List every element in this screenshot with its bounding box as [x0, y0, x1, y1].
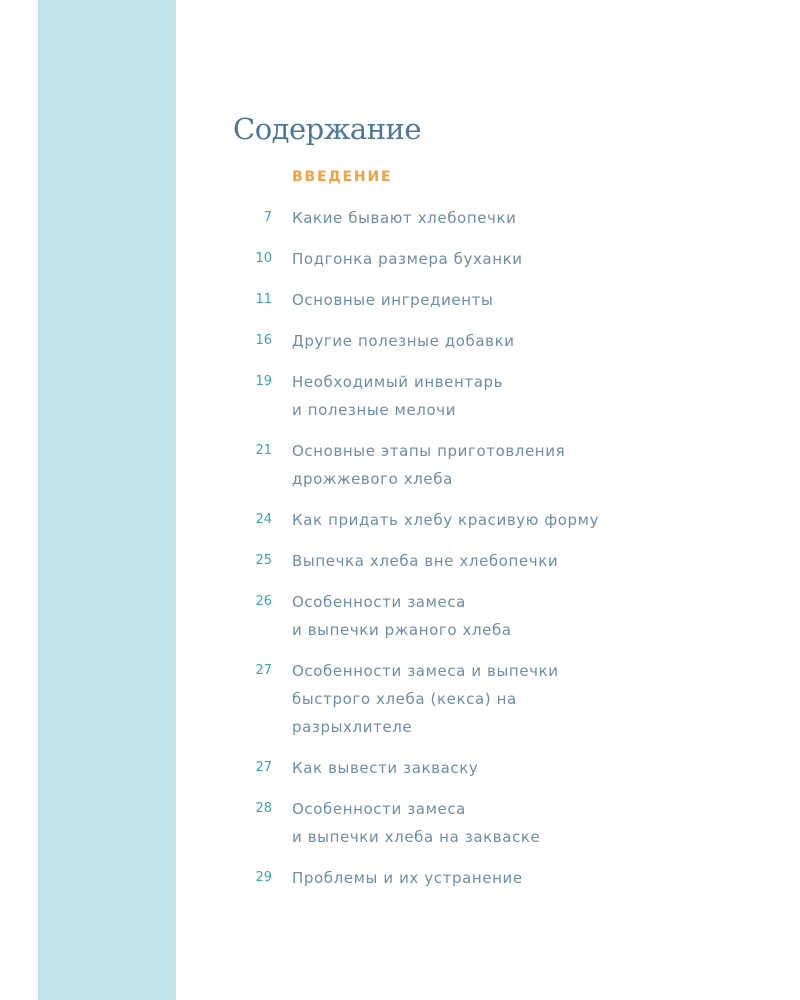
toc-entry-line: Особенности замеса [292, 800, 466, 818]
toc-entry-title [292, 286, 732, 314]
toc-entry-title [292, 657, 732, 741]
toc-page-number: 10 [255, 251, 272, 266]
toc-page-number: 16 [255, 333, 272, 348]
toc-entry[interactable] [230, 245, 750, 273]
toc-page-number: 26 [255, 594, 272, 609]
toc-entry-title [292, 864, 732, 892]
side-color-band [38, 0, 176, 1000]
toc-page-number: 29 [255, 870, 272, 885]
toc-entry[interactable] [230, 506, 750, 534]
toc-entry-line: Выпечка хлеба вне хлебопечки [292, 552, 559, 570]
toc-entry[interactable] [230, 368, 750, 424]
toc-entry-line: Подгонка размера буханки [292, 250, 523, 268]
toc-entry[interactable] [230, 437, 750, 493]
toc-entry-line: Как придать хлебу красивую форму [292, 511, 600, 529]
toc-entry-line: дрожжевого хлеба [292, 470, 453, 488]
toc-page-number: 11 [255, 292, 272, 307]
toc-entry-line: Необходимый инвентарь [292, 373, 504, 391]
toc-entry-line: и полезные мелочи [292, 401, 457, 419]
toc-entry-title [292, 368, 732, 424]
toc-entry[interactable] [230, 327, 750, 355]
toc-entry[interactable] [230, 547, 750, 575]
toc-entry-line: и выпечки ржаного хлеба [292, 621, 512, 639]
toc-entry-line: Проблемы и их устранение [292, 869, 523, 887]
toc-entry-line: Основные этапы приготовления [292, 442, 566, 460]
toc-entry-line: Основные ингредиенты [292, 291, 494, 309]
toc-entry-line: Особенности замеса [292, 593, 466, 611]
toc-entry-line: Какие бывают хлебопечки [292, 209, 517, 227]
toc-entry-line: Особенности замеса и выпечки [292, 662, 559, 680]
toc-entry-line: Другие полезные добавки [292, 332, 515, 350]
toc-entry[interactable] [230, 657, 750, 741]
toc-entry-title [292, 327, 732, 355]
toc-entry[interactable] [230, 588, 750, 644]
toc-entry-line: быстрого хлеба (кекса) на [292, 690, 517, 708]
toc-entry[interactable] [230, 864, 750, 892]
toc-entry-title [292, 754, 732, 782]
toc-entry-line: разрыхлителе [292, 718, 413, 736]
toc-entry-title [292, 437, 732, 493]
toc-page-number: 21 [255, 443, 272, 458]
toc-entry-title [292, 795, 732, 851]
toc-entry-line: и выпечки хлеба на закваске [292, 828, 541, 846]
toc-entry[interactable] [230, 204, 750, 232]
toc-entry-line: Как вывести закваску [292, 759, 479, 777]
toc-page-number: 27 [255, 760, 272, 775]
page-title: Содержание [233, 112, 422, 146]
toc-entry-title [292, 204, 732, 232]
toc-page-number: 27 [255, 663, 272, 678]
toc-entry-title [292, 547, 732, 575]
toc-entry-title [292, 588, 732, 644]
table-of-contents [230, 204, 750, 905]
toc-entry-title [292, 506, 732, 534]
toc-page-number: 19 [255, 374, 272, 389]
toc-entry[interactable] [230, 795, 750, 851]
toc-page-number: 25 [255, 553, 272, 568]
toc-page-number: 28 [255, 801, 272, 816]
toc-entry[interactable] [230, 754, 750, 782]
toc-page-number: 7 [263, 210, 272, 225]
toc-entry[interactable] [230, 286, 750, 314]
toc-entry-title [292, 245, 732, 273]
section-heading: ВВЕДЕНИЕ [292, 169, 393, 185]
toc-page-number: 24 [255, 512, 272, 527]
